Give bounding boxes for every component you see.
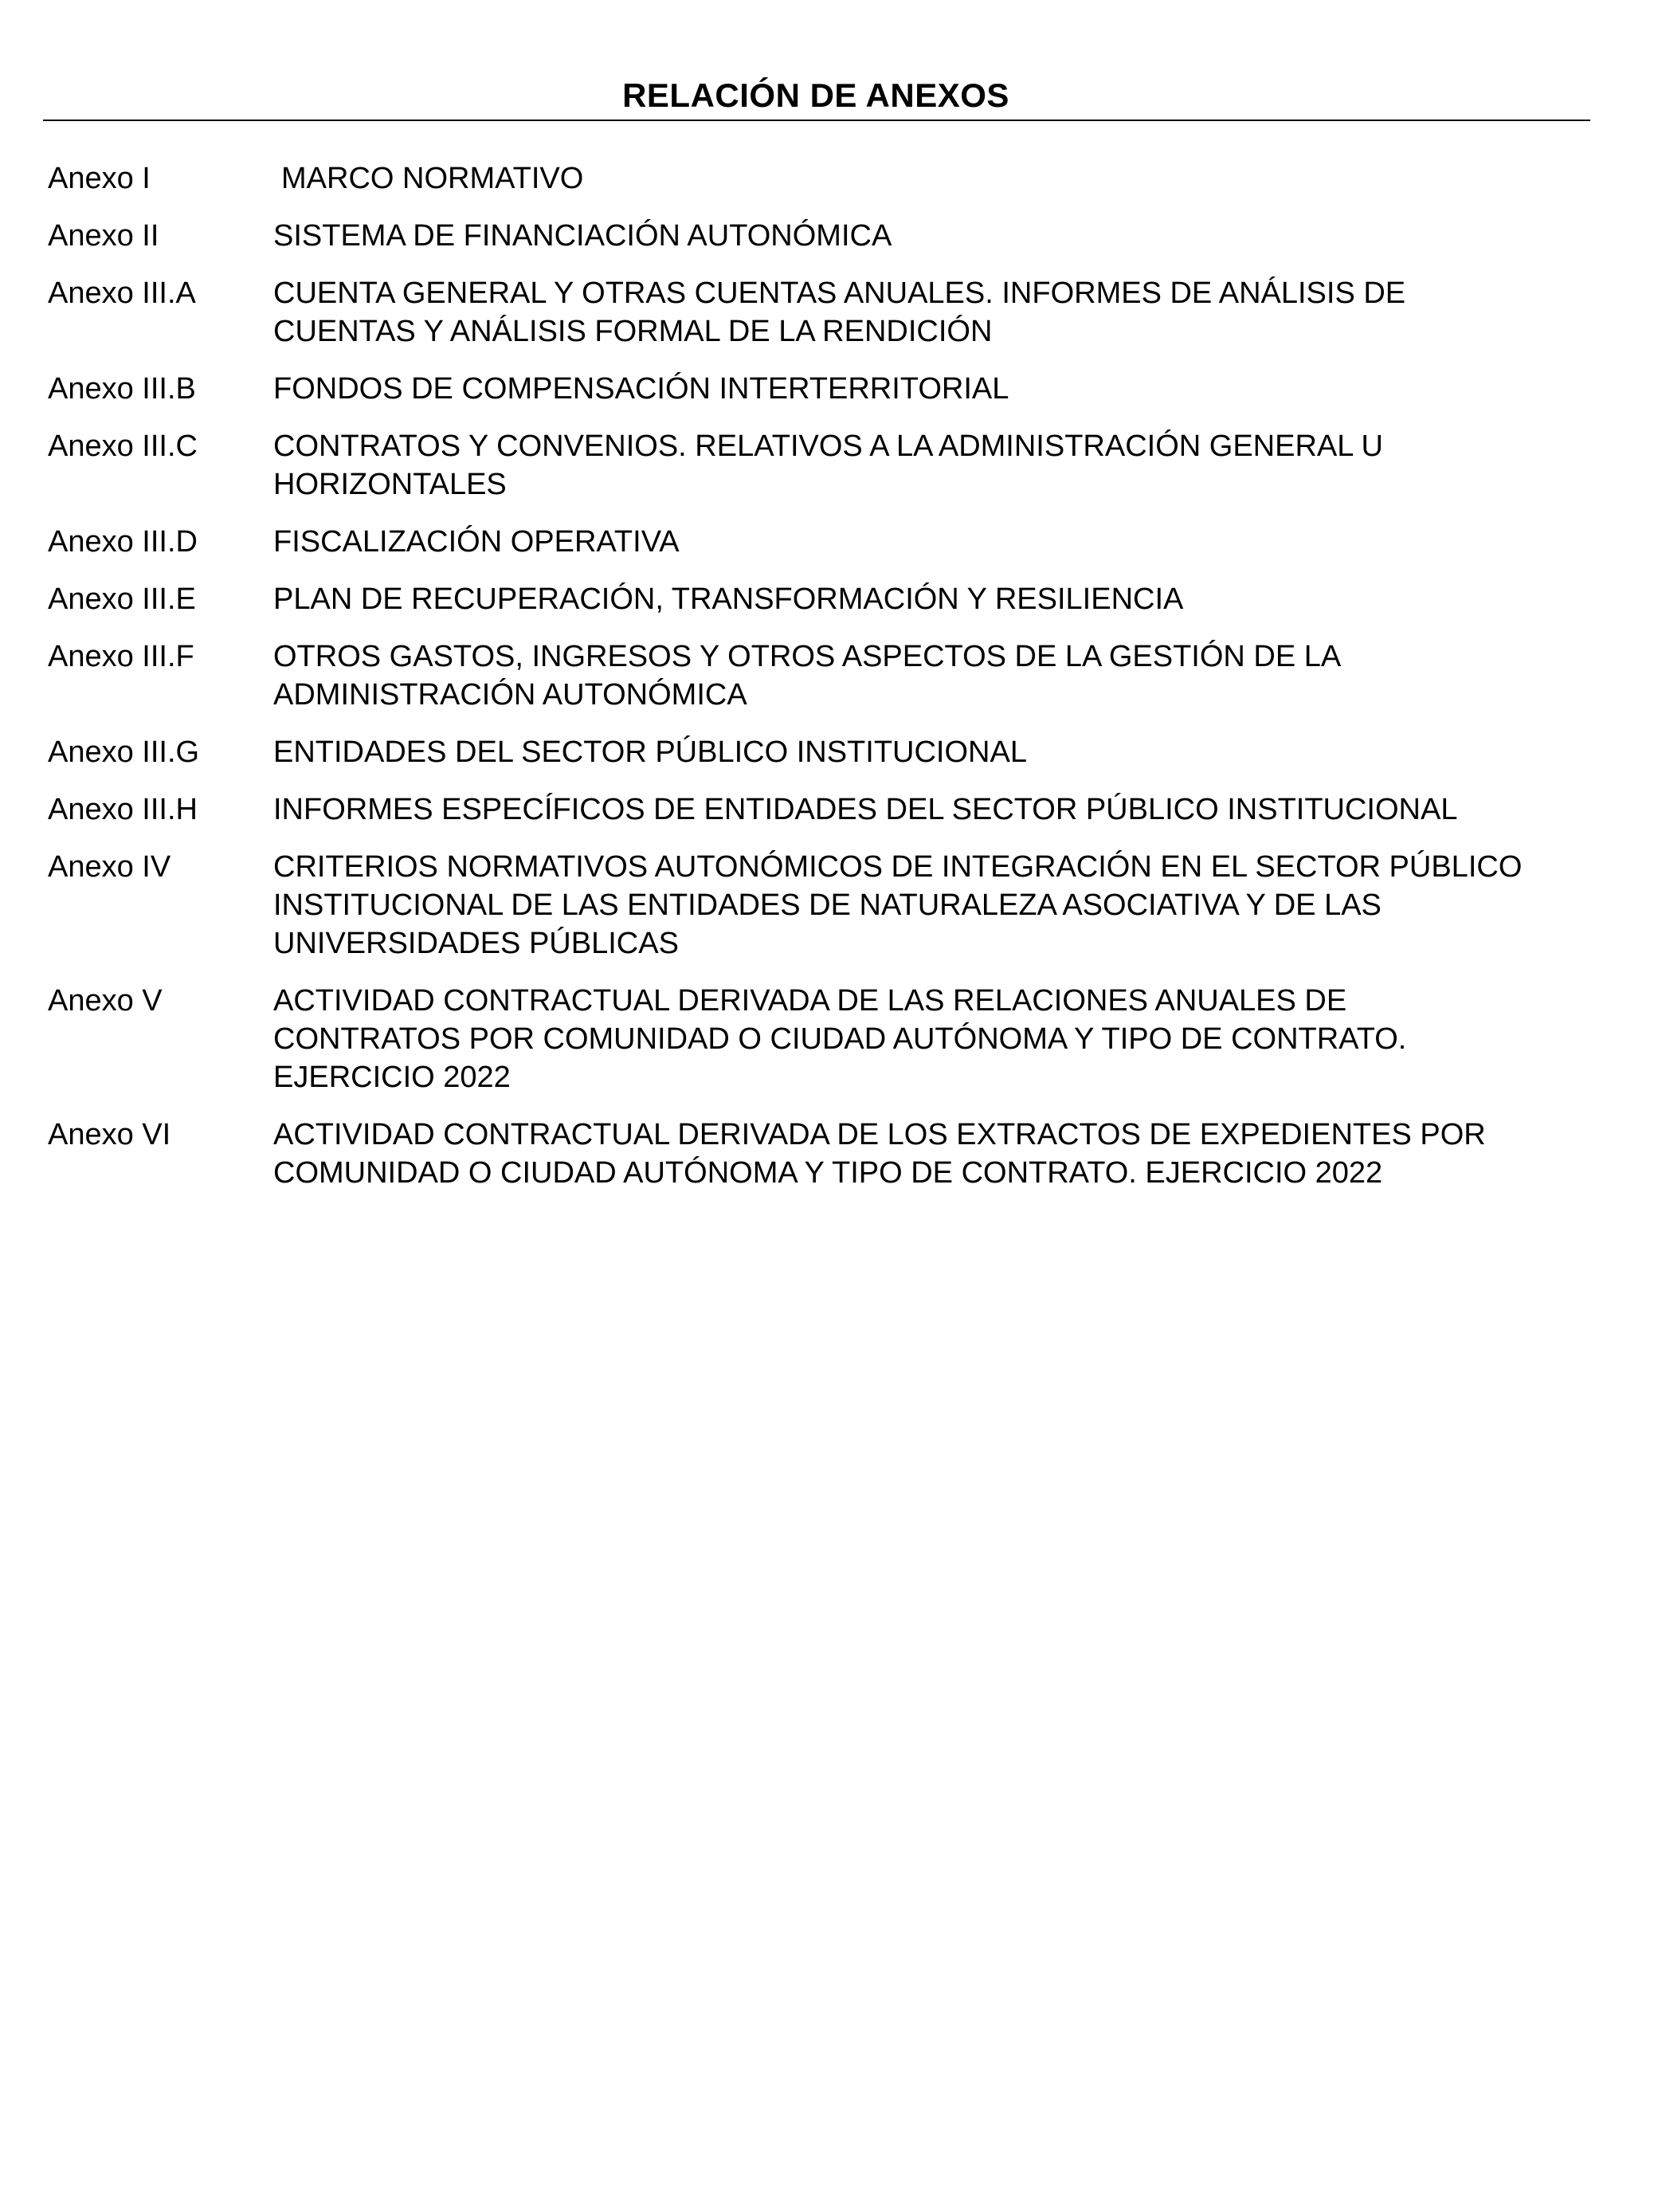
annex-description: PLAN DE RECUPERACIÓN, TRANSFORMACIÓN Y RESILIENCIA — [273, 582, 1184, 616]
annex-label: Anexo III.A — [48, 276, 196, 310]
annex-description: INFORMES ESPECÍFICOS DE ENTIDADES DEL SECTOR PÚBLICO INSTITUCIONAL — [273, 793, 1458, 826]
annex-label: Anexo V — [48, 984, 163, 1018]
annex-label: Anexo I — [48, 162, 151, 195]
title-divider — [43, 120, 1590, 121]
annex-label: Anexo III.B — [48, 372, 196, 406]
annex-row — [48, 637, 1562, 714]
annex-description: CONTRATOS Y CONVENIOS. RELATIVOS A LA ADMINISTRACIÓN GENERAL U HORIZONTALES — [273, 429, 1383, 501]
annex-label: Anexo III.D — [48, 525, 198, 559]
annex-list — [48, 159, 1562, 1211]
annex-description: CRITERIOS NORMATIVOS AUTONÓMICOS DE INTEGRACIÓN EN EL SECTOR PÚBLICO INSTITUCIONAL DE LAS ENTIDADES DE NATURALEZA ASOCIATIVA Y DE LAS UNIVERSIDADES PÚBLICAS — [273, 850, 1523, 960]
annex-label: Anexo II — [48, 219, 159, 253]
annex-description: OTROS GASTOS, INGRESOS Y OTROS ASPECTOS DE LA GESTIÓN DE LA ADMINISTRACIÓN AUTONÓMICA — [273, 640, 1340, 712]
annex-row — [48, 790, 1562, 829]
annex-row — [48, 523, 1562, 561]
annex-label: Anexo III.G — [48, 735, 200, 769]
annex-label: Anexo III.C — [48, 429, 198, 463]
page-title: RELACIÓN DE ANEXOS — [622, 76, 1009, 114]
annex-label: Anexo III.H — [48, 793, 198, 826]
annex-row — [48, 580, 1562, 618]
annex-label: Anexo VI — [48, 1118, 171, 1151]
annex-row — [48, 217, 1562, 255]
annex-description: FONDOS DE COMPENSACIÓN INTERTERRITORIAL — [273, 372, 1009, 406]
annex-description: MARCO NORMATIVO — [281, 162, 584, 195]
annex-description: CUENTA GENERAL Y OTRAS CUENTAS ANUALES. INFORMES DE ANÁLISIS DE CUENTAS Y ANÁLISIS FORMAL DE LA RENDICIÓN — [273, 276, 1406, 348]
annex-row — [48, 274, 1562, 351]
annex-row — [48, 1116, 1562, 1192]
annex-description: FISCALIZACIÓN OPERATIVA — [273, 525, 680, 559]
annex-row — [48, 982, 1562, 1096]
annex-row — [48, 733, 1562, 771]
annex-row — [48, 427, 1562, 504]
annex-row — [48, 370, 1562, 408]
annex-label: Anexo IV — [48, 850, 171, 884]
annex-description: ACTIVIDAD CONTRACTUAL DERIVADA DE LAS RELACIONES ANUALES DE CONTRATOS POR COMUNIDAD O CIUDAD AUTÓNOMA Y TIPO DE CONTRATO. EJERCICIO 2022 — [273, 984, 1407, 1094]
annex-label: Anexo III.F — [48, 640, 194, 673]
annex-description: ENTIDADES DEL SECTOR PÚBLICO INSTITUCIONAL — [273, 735, 1027, 769]
annex-description: ACTIVIDAD CONTRACTUAL DERIVADA DE LOS EXTRACTOS DE EXPEDIENTES POR COMUNIDAD O CIUDAD AUTÓNOMA Y TIPO DE CONTRATO. EJERCICIO 2022 — [273, 1118, 1486, 1190]
annex-row — [48, 848, 1562, 963]
annex-description: SISTEMA DE FINANCIACIÓN AUTONÓMICA — [273, 219, 892, 253]
annex-label: Anexo III.E — [48, 582, 196, 616]
annex-row — [48, 159, 1562, 198]
